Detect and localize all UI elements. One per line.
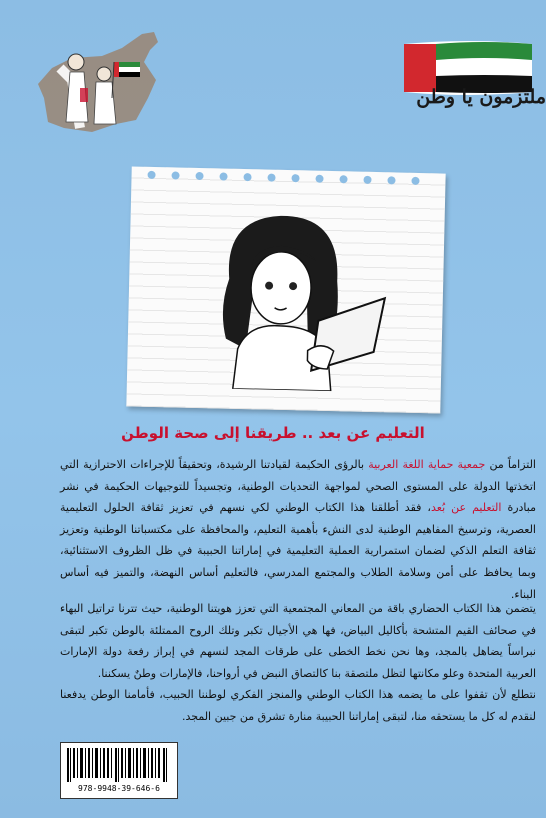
paper-holes bbox=[131, 166, 445, 191]
initiative-name: التعليم عن بُعد bbox=[430, 501, 502, 515]
headline: التعليم عن بعد .. طريقنا إلى صحة الوطن bbox=[121, 424, 425, 442]
paragraph-content: يتضمن هذا الكتاب الحضاري باقة من المعاني المجتمعية التي تعزز هويتنا الوطنية، حيث تترنا تراتيل البهاء في صحائف القيم المتشحة بأكاليل البياض، فها هي الأجيال تكبر وتلك الروح الممتلئة بالوطن تكبر لتبقى نبراساً يضاهل بالمجد، وها نحن نخط الخطى على طرقات المجد لنسهم في إبراز رفعة دولة الإمارات العربية المتحدة وعلو مكانتها لتظل ملتصقة بنا كالتصاق النبض في أرواحنا، فالإمارات وطنٌ يسكننا. bbox=[60, 602, 536, 680]
uae-map-illustration bbox=[32, 28, 172, 140]
barcode-bars bbox=[67, 748, 171, 782]
barcode bbox=[60, 742, 178, 799]
organization-name: جمعية حماية اللغة العربية bbox=[368, 458, 486, 471]
paragraph-intro-part3: ، فقد أطلقنا هذا الكتاب الوطني لكي نسهم في تعزيز ثقافة الحلول التعليمية العصرية، وترسيخ المفاهيم الوطنية لدى النشء بأهمية التعليم، والمحافظة على مكتسباتنا الوطنية وتعزيز ثقافة التعلم الذكي لضمان استمرارية العملية التعليمية في إماراتنا الحبيبة في ظل الظروف الاستثنائية، وبما يحافظ على أمن وسلامة الطلاب والمجتمع المدرسي، فالتعليم أساس النهضة، والتميز فيه أساس البناء. bbox=[60, 501, 536, 601]
paragraph-closing: نتطلع لأن تقفوا على ما يضمه هذا الكتاب الوطني والمنجز الفكري لوطننا الحبيب، فأمامنا الوطن يدفعنا لنقدم له كل ما يستحقه منا، لتبقى إماراتنا الحبيبة منارة تشرق من جبين المجد. bbox=[60, 688, 536, 723]
note-paper bbox=[126, 166, 445, 413]
slogan-text: ملتزمون يا وطن bbox=[416, 86, 546, 108]
paragraph-intro-part1: التزاماً من bbox=[485, 458, 536, 471]
isbn-number: 978-9948-39-646-6 bbox=[78, 784, 160, 793]
paragraph-intro-part2: بالرؤى الحكيمة لقيادتنا الرشيدة، وتحقيقاً للإجراءات الاحترازية التي اتخذتها الدولة على المستوى الصحي لمواجهة التحديات الوطنية، وتجسيداً للتوجيهات الحكيمة في نشر مبادرة bbox=[60, 458, 536, 515]
paragraph-intro bbox=[60, 454, 536, 605]
girl-with-tablet-illustration bbox=[187, 198, 391, 392]
